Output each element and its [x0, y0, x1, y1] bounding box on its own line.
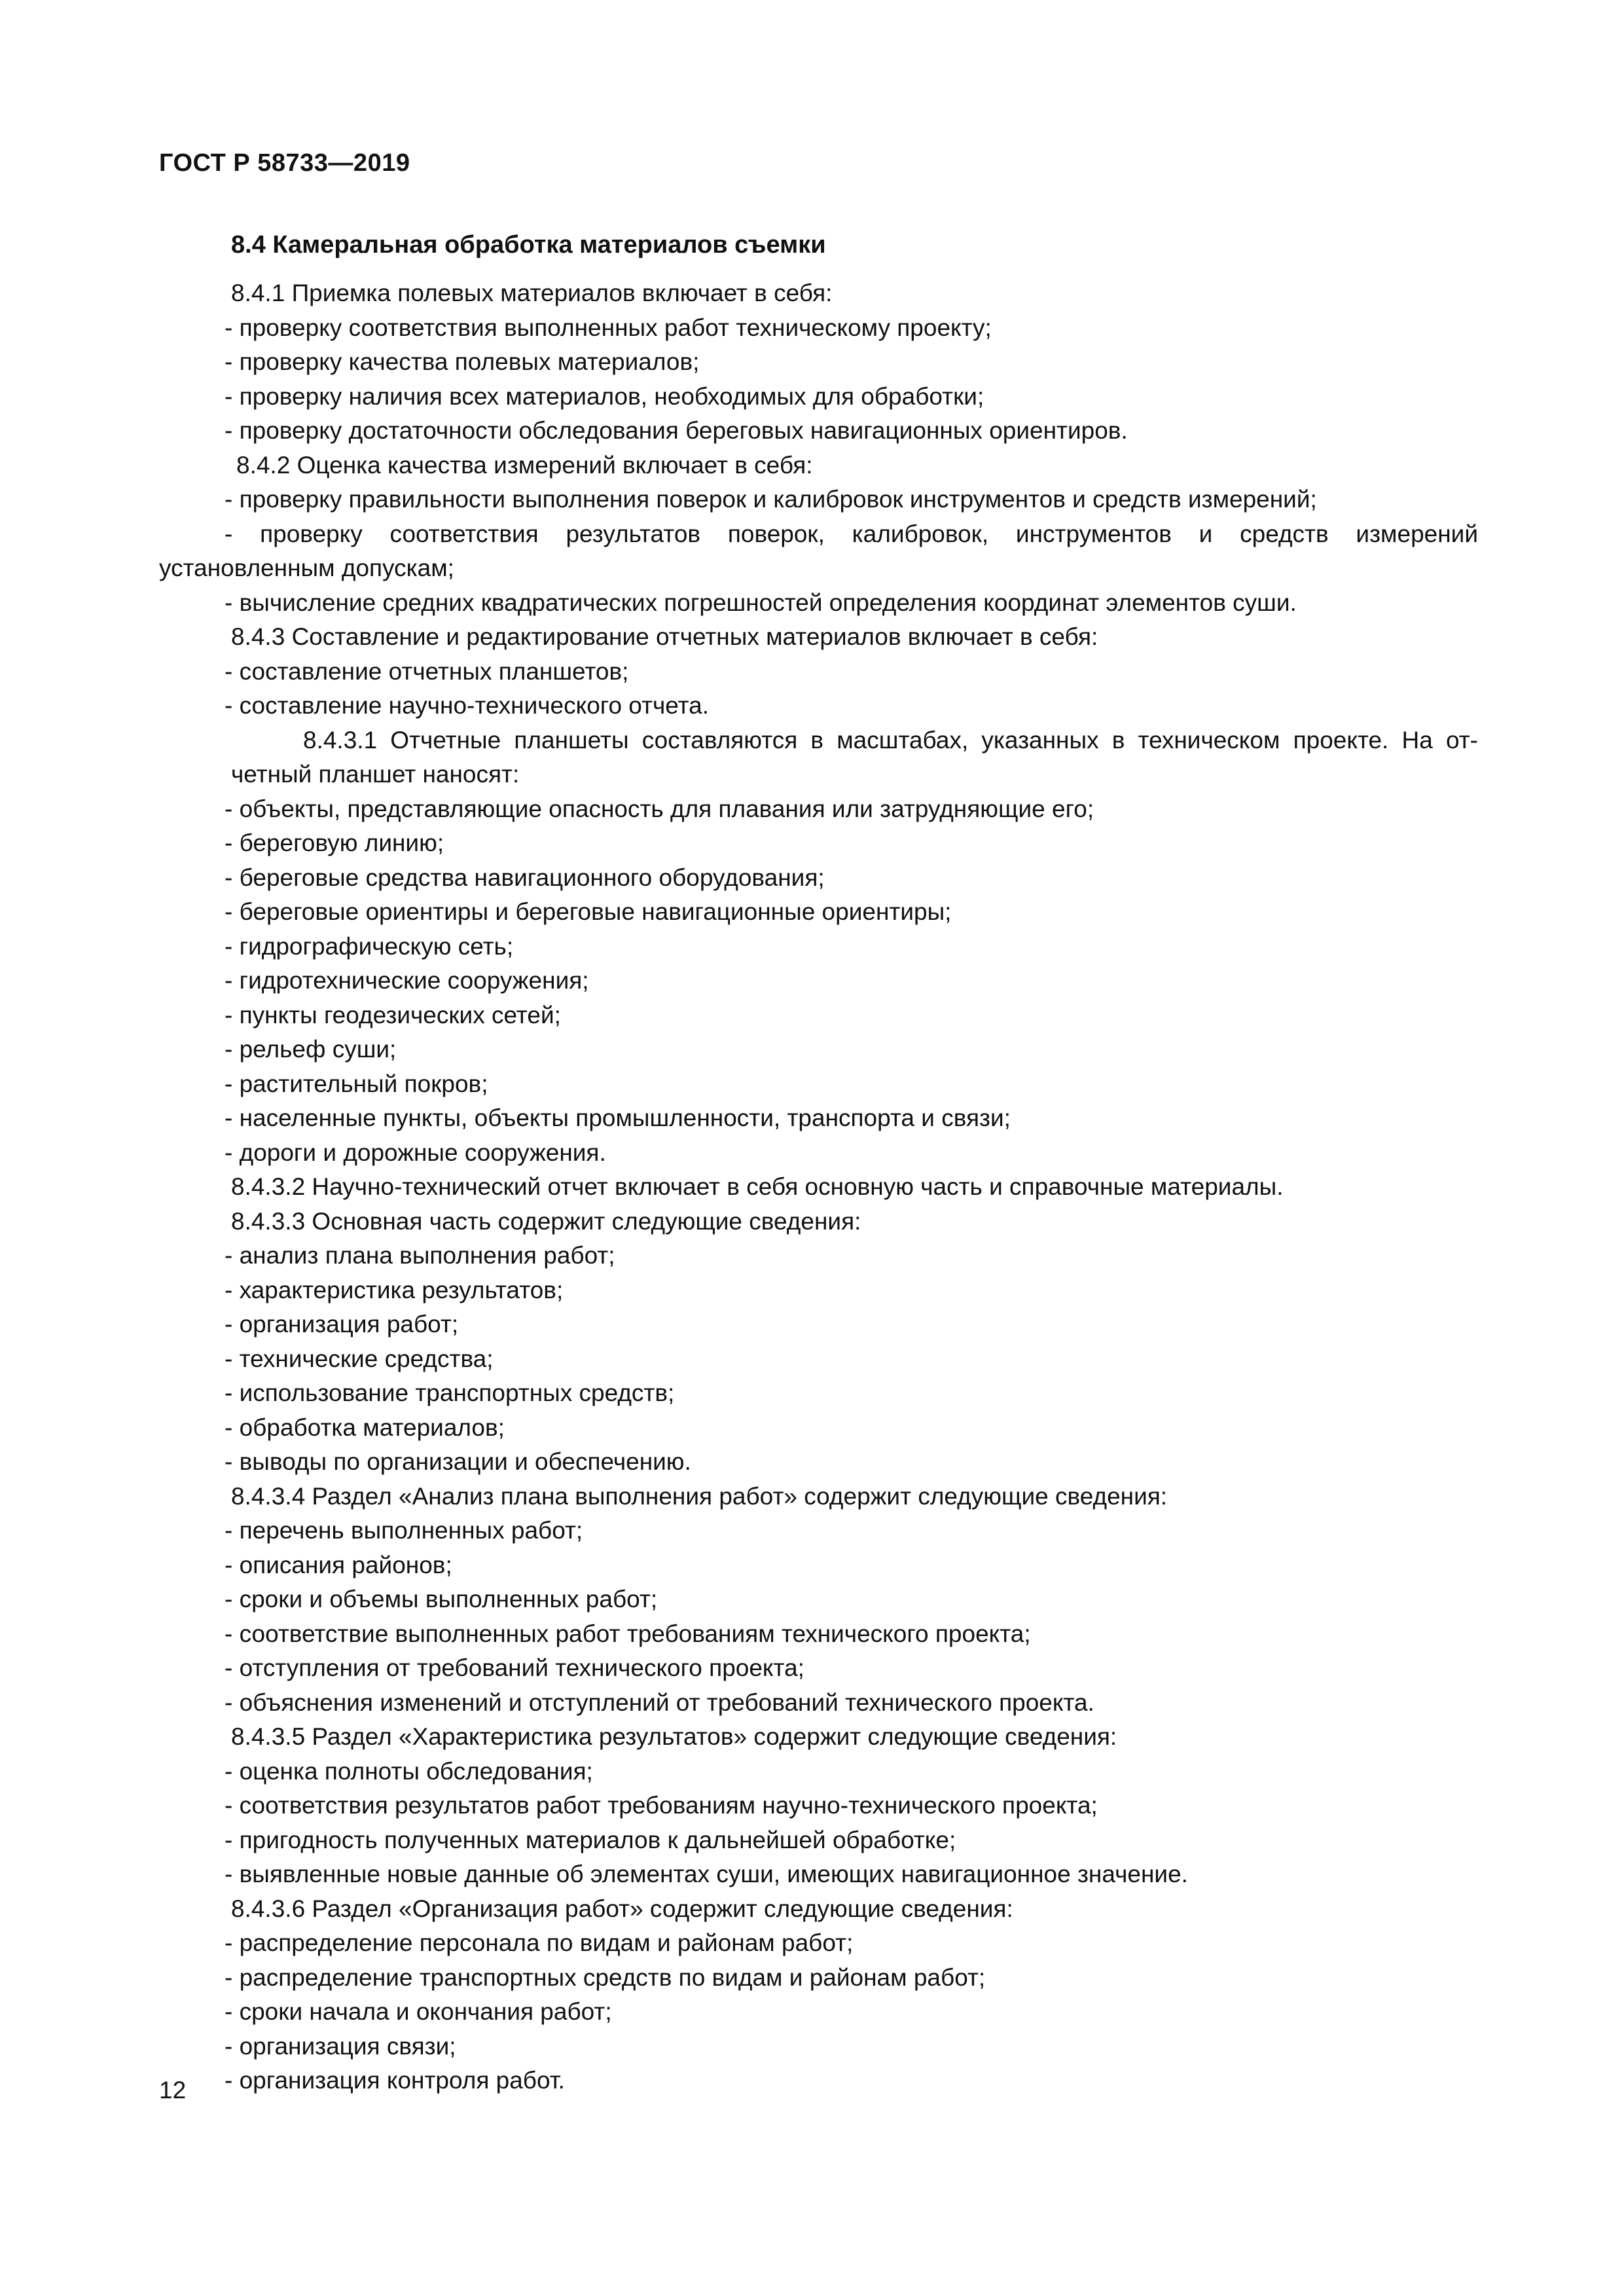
document-body	[159, 228, 1478, 2098]
list-item: - береговые средства навигационного оборудования;	[225, 864, 825, 891]
list-item: - перечень выполненных работ;	[225, 1517, 583, 1544]
list-item: - соответствие выполненных работ требованиям технического проекта;	[225, 1620, 1031, 1647]
list-item: - населенные пункты, объекты промышленности, транспорта и связи;	[225, 1104, 1011, 1131]
list-item: - гидротехнические сооружения;	[225, 967, 589, 994]
list-item: - проверку качества полевых материалов;	[225, 348, 700, 375]
list-item: - использование транспортных средств;	[225, 1379, 675, 1406]
list-item: - проверку соответствия выполненных работ техническому проекту;	[225, 314, 992, 341]
list-item: - выявленные новые данные об элементах суши, имеющих навигационное значение.	[225, 1861, 1188, 1887]
list-item-line-2: установленным допускам;	[159, 555, 454, 581]
list-item: - выводы по организации и обеспечению.	[225, 1448, 691, 1475]
list-item: - вычисление средних квадратических погрешностей определения координат элементов суши.	[225, 589, 1297, 616]
list-item: - объекты, представляющие опасность для плавания или затрудняющие его;	[225, 795, 1094, 822]
standard-designation: ГОСТ Р 58733—2019	[159, 149, 410, 177]
list-item-line-1: - проверку соответствия результатов поверок, калибровок, инструментов и средств измерений	[225, 520, 1478, 547]
list-item: - пригодность полученных материалов к дальнейшей обработке;	[225, 1826, 956, 1853]
list-item: - технические средства;	[225, 1345, 494, 1372]
list-item: - проверку правильности выполнения поверок и калибровок инструментов и средств измерений;	[225, 486, 1317, 513]
clause-8-4-3-3: 8.4.3.3 Основная часть содержит следующие сведения:	[231, 1207, 861, 1235]
list-item: - составление отчетных планшетов;	[225, 657, 629, 685]
list-item: - пункты геодезических сетей;	[225, 1001, 561, 1029]
list-item: - рельеф суши;	[225, 1036, 397, 1063]
clause-8-4-3-6: 8.4.3.6 Раздел «Организация работ» содержит следующие сведения:	[231, 1895, 1013, 1922]
list-item: - гидрографическую сеть;	[225, 932, 514, 960]
list-item: - сроки и объемы выполненных работ;	[225, 1586, 658, 1613]
list-item: - сроки начала и окончания работ;	[225, 1998, 612, 2025]
list-item: - анализ плана выполнения работ;	[225, 1242, 615, 1269]
list-item: - организация контроля работ.	[225, 2067, 565, 2094]
clause-line-1: 8.4.3.1 Отчетные планшеты составляются в масштабах, указанных в техническом проекте. На от-	[303, 726, 1478, 754]
list-item: - проверку достаточности обследования береговых навигационных ориентиров.	[225, 417, 1128, 444]
list-item: - распределение транспортных средств по видам и районам работ;	[225, 1963, 986, 1991]
clause-8-4-3-5: 8.4.3.5 Раздел «Характеристика результатов» содержит следующие сведения:	[231, 1723, 1117, 1750]
list-item: - растительный покров;	[225, 1070, 488, 1097]
list-item-wrapped	[159, 517, 1478, 586]
list-item: - соответствия результатов работ требованиям научно-технического проекта;	[225, 1792, 1098, 1819]
list-item: - организация работ;	[225, 1311, 459, 1338]
clause-8-4-3-2: 8.4.3.2 Научно-технический отчет включает в себя основную часть и справочные материалы.	[231, 1173, 1284, 1200]
clause-line-2: четный планшет наносят:	[231, 761, 520, 788]
list-item: - составление научно-технического отчета.	[225, 692, 710, 719]
clause-8-4-3-1	[159, 723, 1478, 792]
list-item: - оценка полноты обследования;	[225, 1757, 593, 1785]
list-item: - обработка материалов;	[225, 1413, 505, 1441]
list-item: - объяснения изменений и отступлений от требований технического проекта.	[225, 1688, 1094, 1716]
list-item: - береговые ориентиры и береговые навигационные ориентиры;	[225, 898, 952, 925]
list-item: - распределение персонала по видам и районам работ;	[225, 1929, 854, 1956]
clause-8-4-3: 8.4.3 Составление и редактирование отчетных материалов включает в себя:	[231, 623, 1098, 650]
page-number: 12	[159, 2077, 187, 2104]
list-item: - характеристика результатов;	[225, 1276, 564, 1303]
section-heading: 8.4 Камеральная обработка материалов съемки	[231, 231, 826, 259]
list-item: - отступления от требований технического проекта;	[225, 1654, 804, 1681]
clause-8-4-3-4: 8.4.3.4 Раздел «Анализ плана выполнения работ» содержит следующие сведения:	[231, 1482, 1168, 1510]
list-item: - дороги и дорожные сооружения.	[225, 1139, 606, 1166]
list-item: - проверку наличия всех материалов, необходимых для обработки;	[225, 382, 984, 410]
list-item: - береговую линию;	[225, 829, 444, 856]
list-item: - описания районов;	[225, 1551, 452, 1578]
clause-8-4-1: 8.4.1 Приемка полевых материалов включает в себя:	[231, 280, 833, 306]
list-item: - организация связи;	[225, 2032, 456, 2060]
clause-8-4-2: 8.4.2 Оценка качества измерений включает в себя:	[236, 451, 813, 479]
